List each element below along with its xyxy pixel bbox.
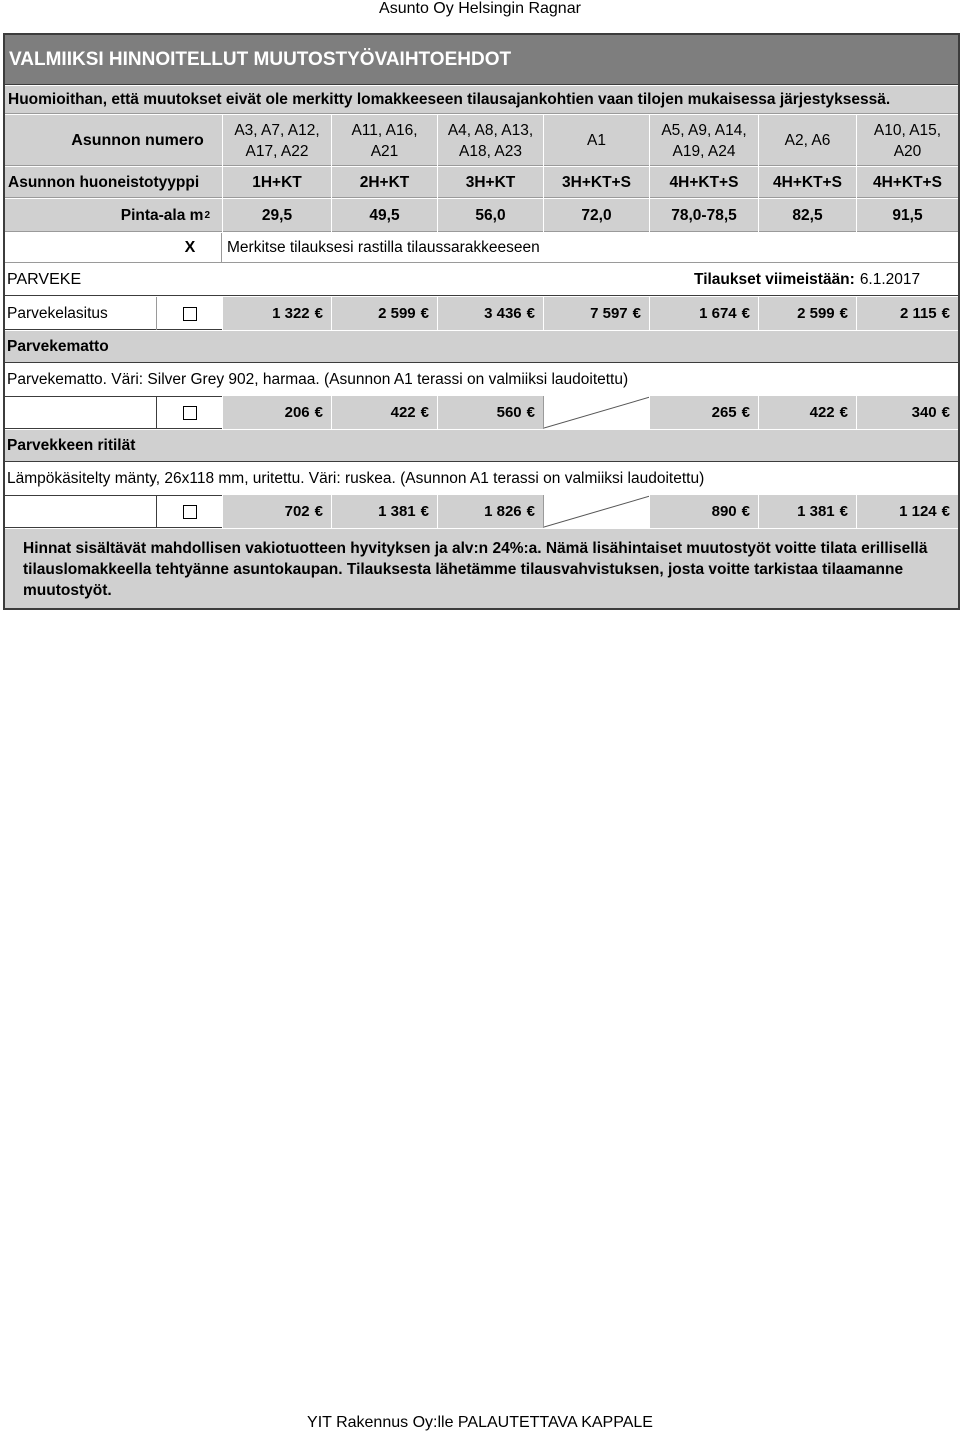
price-cell — [856, 297, 958, 330]
price-cell — [856, 396, 958, 429]
euro-sign: € — [420, 404, 429, 421]
area-cell: 29,5 — [222, 199, 331, 232]
area-cell: 78,0-78,5 — [649, 199, 758, 232]
euro-sign: € — [839, 404, 848, 421]
euro-sign: € — [741, 503, 750, 520]
order-checkbox[interactable] — [183, 307, 197, 321]
price-cell — [649, 297, 758, 330]
deadline-value: 6.1.2017 — [859, 271, 921, 288]
price-cell — [758, 495, 856, 528]
price-cell — [758, 396, 856, 429]
item-heading: Parvekematto — [5, 331, 958, 363]
area-label-sup: 2 — [204, 210, 210, 221]
type-cell: 2H+KT — [331, 167, 437, 198]
apartment-cell-line: A1 — [587, 132, 606, 149]
apartment-cell-line: A19, A24 — [672, 142, 736, 160]
apartment-cell-line: A18, A23 — [459, 142, 522, 160]
price-value: 422 — [809, 404, 835, 421]
apartment-cell-line: A17, A22 — [245, 142, 309, 160]
price-cell — [649, 396, 758, 429]
euro-sign: € — [420, 305, 429, 322]
price-value: 422 — [390, 404, 416, 421]
type-cell: 3H+KT — [437, 167, 543, 198]
euro-sign: € — [314, 404, 323, 421]
section-deadline — [694, 264, 956, 296]
euro-sign: € — [941, 503, 950, 520]
type-cell: 4H+KT+S — [649, 167, 758, 198]
price-value: 890 — [711, 503, 737, 520]
notice-bar — [5, 86, 958, 114]
price-value: 702 — [284, 503, 310, 520]
price-value: 3 436 — [484, 305, 522, 322]
order-checkbox-cell — [157, 495, 222, 528]
type-cell: 3H+KT+S — [543, 167, 649, 198]
euro-sign: € — [741, 305, 750, 322]
price-cell — [222, 297, 331, 330]
price-value: 1 381 — [797, 503, 835, 520]
diagonal-strike-icon — [544, 495, 650, 528]
euro-sign: € — [526, 503, 535, 520]
apartment-cell-line: A5, A9, A14, — [661, 121, 747, 139]
item-description: Parvekematto. Väri: Silver Grey 902, harmaa. (Asunnon A1 terassi on valmiiksi laudoitettu) — [7, 371, 629, 388]
footnote: Hinnat sisältävät mahdollisen vakiotuotteen hyvityksen ja alv:n 24%:a. Nämä lisähintaiset muutostyöt voitte tilata erillisellä tilauslomakkeella tehtyänne asuntokaupan. Tilauksesta lähetämme tilausvahvistuksen, josta voitte tarkistaa tilaamanne muutostyöt. — [5, 529, 958, 608]
euro-sign: € — [941, 305, 950, 322]
euro-sign: € — [941, 404, 950, 421]
deadline-label: Tilaukset viimeistään: — [694, 271, 855, 288]
price-cell — [331, 297, 437, 330]
euro-sign: € — [314, 503, 323, 520]
price-value: 1 826 — [484, 503, 522, 520]
price-value: 7 597 — [590, 305, 628, 322]
price-cell — [856, 495, 958, 528]
section-name: PARVEKE — [7, 271, 82, 288]
area-cell: 72,0 — [543, 199, 649, 232]
price-cell-na — [543, 495, 649, 528]
title-bar — [5, 35, 958, 85]
apartment-cell — [437, 115, 543, 166]
mark-symbol: X — [184, 239, 196, 256]
area-label-text: Pinta-ala m — [120, 206, 204, 224]
euro-sign: € — [314, 305, 323, 322]
apartment-cell — [222, 115, 331, 166]
price-cell — [437, 396, 543, 429]
type-cell: 4H+KT+S — [856, 167, 958, 198]
euro-sign: € — [839, 305, 848, 322]
price-value: 2 599 — [378, 305, 416, 322]
price-value: 1 322 — [272, 305, 310, 322]
area-cell: 91,5 — [856, 199, 958, 232]
euro-sign: € — [420, 503, 429, 520]
order-checkbox-cell — [157, 297, 222, 330]
price-value: 560 — [496, 404, 522, 421]
price-cell — [437, 297, 543, 330]
apartment-cell-line: A20 — [893, 142, 922, 160]
apartment-cell-line: A4, A8, A13, — [447, 121, 534, 139]
price-value: 1 124 — [899, 503, 937, 520]
price-cell — [222, 396, 331, 429]
euro-sign: € — [632, 305, 641, 322]
apartment-row-label: Asunnon numero — [71, 131, 204, 149]
apartment-cell-line: A10, A15, — [873, 121, 942, 139]
notice-text: Huomioithan, että muutokset eivät ole merkitty lomakkeeseen tilausajankohtien vaan tilojen mukaisessa järjestyksessä. — [8, 90, 891, 108]
price-cell — [437, 495, 543, 528]
price-cell — [543, 297, 649, 330]
document-footer: YIT Rakennus Oy:lle PALAUTETTAVA KAPPALE — [307, 1414, 653, 1431]
item-description: Lämpökäsitelty mänty, 26x118 mm, uritettu. Väri: ruskea. (Asunnon A1 terassi on valmiiksi laudoitettu) — [7, 470, 705, 487]
item-heading: Parvekkeen ritilät — [5, 430, 958, 462]
apartment-cell — [331, 115, 437, 166]
type-row-label: Asunnon huoneistotyyppi — [8, 173, 200, 191]
price-value: 2 599 — [797, 305, 835, 322]
order-checkbox[interactable] — [183, 406, 197, 420]
order-checkbox-cell — [157, 396, 222, 429]
price-value: 2 115 — [899, 305, 937, 322]
price-cell — [331, 495, 437, 528]
price-cell — [758, 297, 856, 330]
euro-sign: € — [526, 404, 535, 421]
apartment-cell-line: A2, A6 — [784, 132, 831, 149]
document-header: Asunto Oy Helsingin Ragnar — [379, 0, 581, 17]
apartment-cell-line: A21 — [370, 142, 399, 160]
price-value: 340 — [911, 404, 937, 421]
apartment-cell — [543, 115, 649, 166]
price-value: 206 — [284, 404, 310, 421]
apartment-cell — [856, 115, 958, 166]
type-cell: 1H+KT — [222, 167, 331, 198]
page-title: VALMIIKSI HINNOITELLUT MUUTOSTYÖVAIHTOEHDOT — [9, 48, 512, 70]
mark-divider — [221, 233, 222, 263]
euro-sign: € — [741, 404, 750, 421]
apartment-cell — [649, 115, 758, 166]
area-cell: 56,0 — [437, 199, 543, 232]
price-value: 1 381 — [378, 503, 416, 520]
area-row-label — [5, 199, 210, 232]
apartment-cell — [758, 115, 856, 166]
price-value: 265 — [711, 404, 737, 421]
order-checkbox[interactable] — [183, 505, 197, 519]
type-cell: 4H+KT+S — [758, 167, 856, 198]
euro-sign: € — [839, 503, 848, 520]
diagonal-strike-icon — [544, 396, 650, 429]
apartment-cell-line: A3, A7, A12, — [234, 121, 320, 139]
price-value: 1 674 — [699, 305, 737, 322]
price-cell — [649, 495, 758, 528]
apartment-cell-line: A11, A16, — [351, 121, 418, 139]
price-cell-na — [543, 396, 649, 429]
area-cell: 49,5 — [331, 199, 437, 232]
area-cell: 82,5 — [758, 199, 856, 232]
price-cell — [222, 495, 331, 528]
item-label: Parvekelasitus — [7, 304, 108, 322]
euro-sign: € — [526, 305, 535, 322]
mark-instruction: Merkitse tilauksesi rastilla tilaussarakkeeseen — [227, 239, 540, 256]
price-cell — [331, 396, 437, 429]
